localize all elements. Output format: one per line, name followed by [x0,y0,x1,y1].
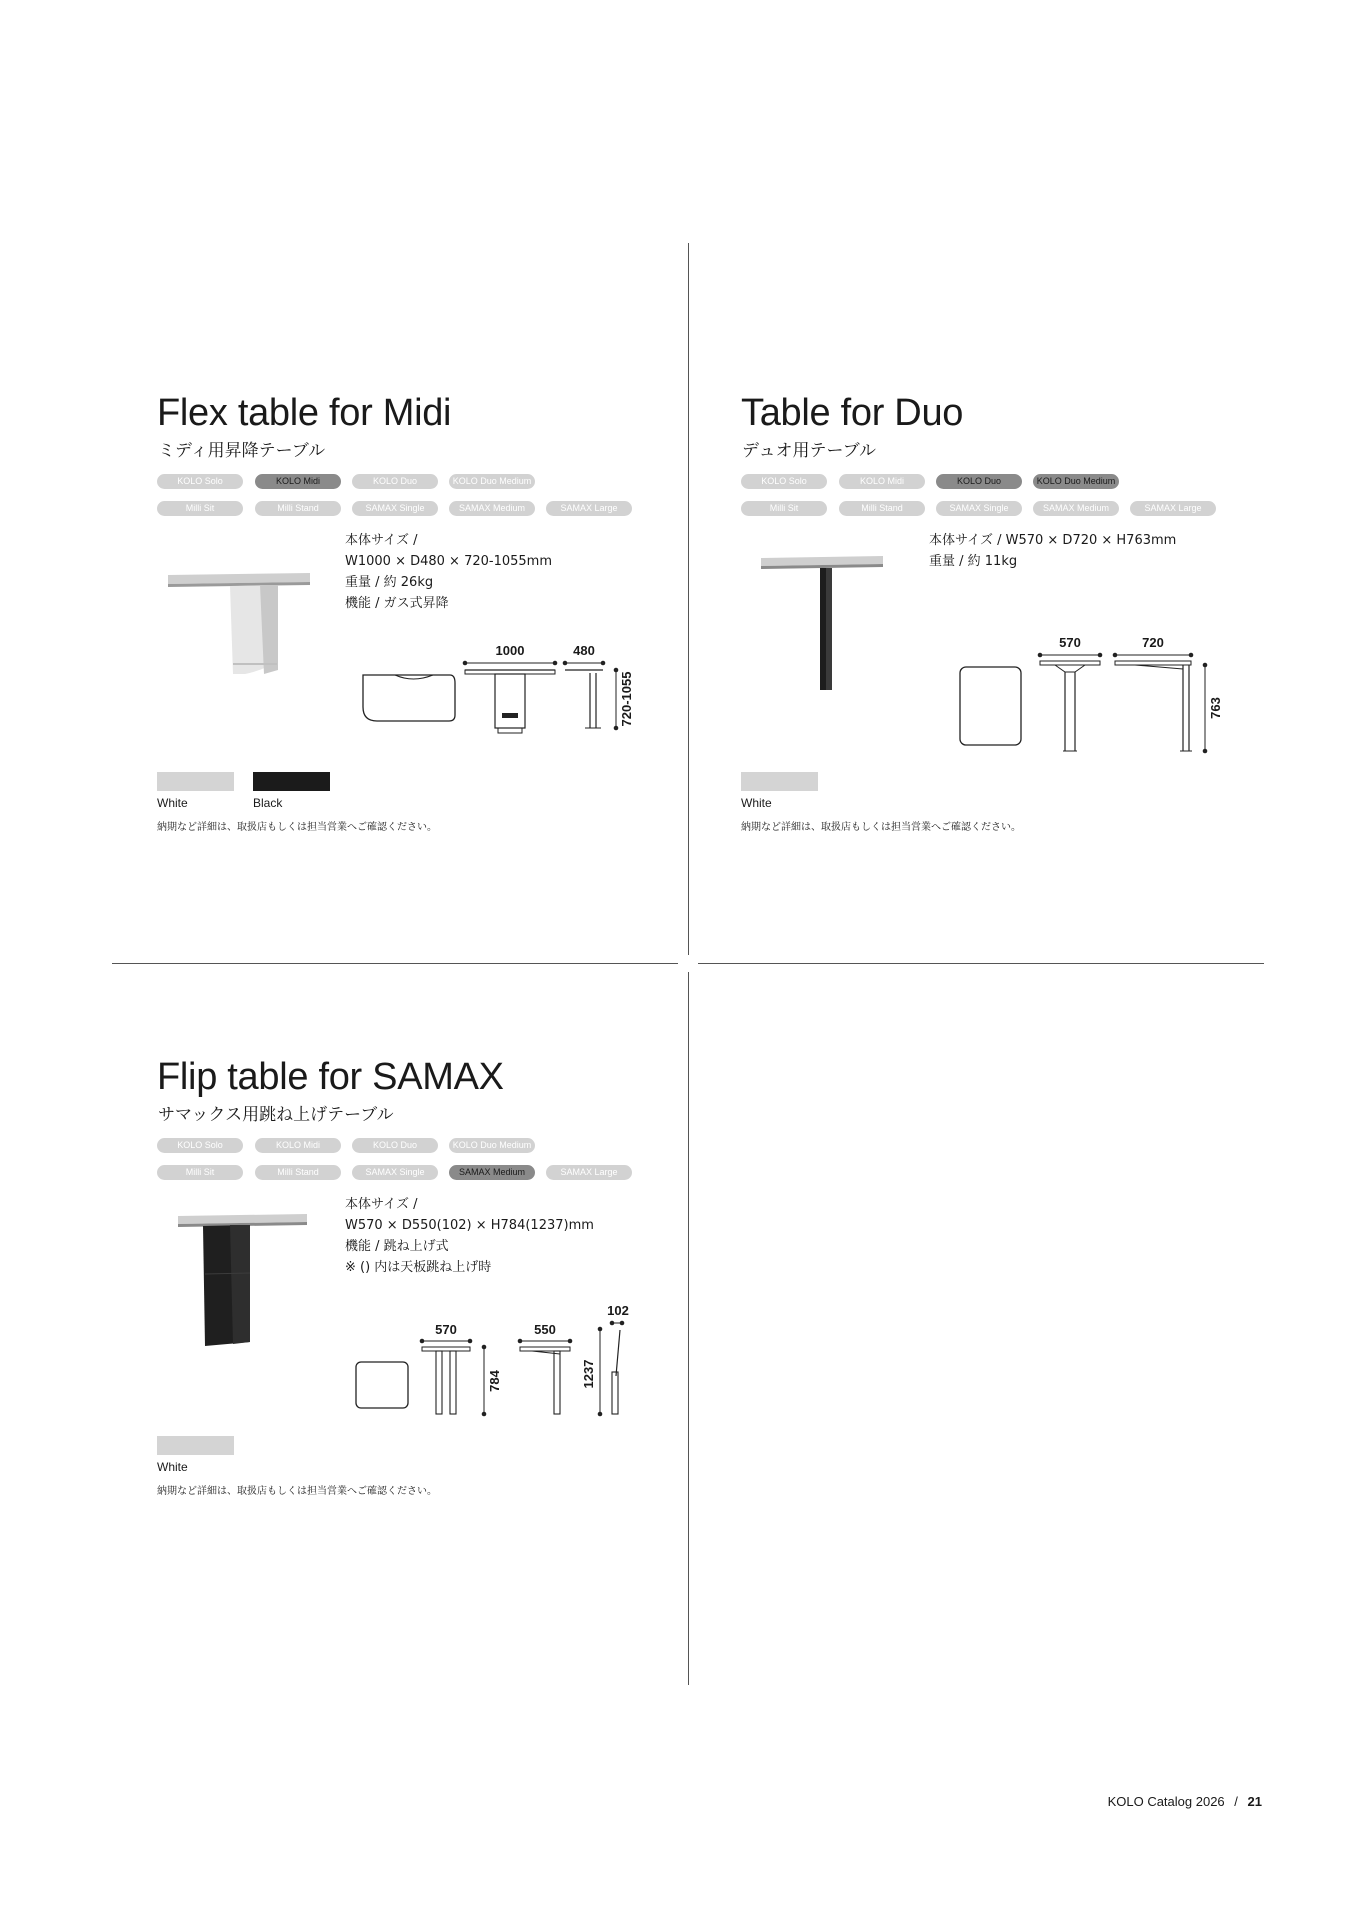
swatch-black [253,772,330,791]
tag-kolo-solo: KOLO Solo [157,474,243,489]
dim-width-label: 1000 [495,643,525,658]
dim-height-label: 784 [487,1370,502,1392]
spec-line: 重量 / 約 26kg [345,575,434,590]
order-note: 納期など詳細は、取扱店もしくは担当営業へご確認ください。 [157,1486,437,1497]
spec-line: 重量 / 約 11kg [929,554,1018,569]
tag-kolo-midi: KOLO Midi [255,1138,341,1153]
tag-samax-single: SAMAX Single [936,501,1022,516]
swatch-label-white: White [157,1460,188,1474]
dimension-drawing [955,635,1240,760]
dim-height-label: 720-1055 [619,671,634,727]
spec-line: 本体サイズ / [345,1197,418,1212]
spec-line: 本体サイズ / [345,533,418,548]
dim-height-flipped-label: 1237 [581,1359,596,1389]
tag-samax-large: SAMAX Large [1130,501,1216,516]
order-note: 納期など詳細は、取扱店もしくは担当営業へご確認ください。 [157,822,437,833]
page-number: 21 [1247,1794,1262,1809]
dim-depth-label: 480 [573,643,595,658]
swatch-label-white: White [157,796,188,810]
dimension-drawing [355,635,655,750]
product-title: Flip table for SAMAX [157,1056,504,1098]
dim-width-label: 570 [435,1322,457,1337]
product-title: Table for Duo [741,392,964,434]
tag-kolo-midi: KOLO Midi [255,474,341,489]
tag-milli-sit: Milli Sit [157,501,243,516]
tag-kolo-midi: KOLO Midi [839,474,925,489]
dim-depth-flipped-label: 102 [607,1303,629,1318]
dim-depth-label: 550 [534,1322,556,1337]
tag-milli-sit: Milli Sit [157,1165,243,1180]
swatch-white [157,1436,234,1455]
swatch-white [157,772,234,791]
right-divider [698,963,1264,964]
order-note: 納期など詳細は、取扱店もしくは担当営業へご確認ください。 [741,822,1021,833]
tag-samax-medium: SAMAX Medium [449,501,535,516]
spec-line: 本体サイズ / W570 × D720 × H763mm [929,533,1177,548]
tag-kolo-duo: KOLO Duo [352,474,438,489]
footer-separator: / [1234,1794,1238,1809]
tag-samax-single: SAMAX Single [352,501,438,516]
spec-line: W570 × D550(102) × H784(1237)mm [345,1218,594,1233]
tag-samax-large: SAMAX Large [546,501,632,516]
swatch-label-black: Black [253,796,283,810]
tag-samax-large: SAMAX Large [546,1165,632,1180]
dim-depth-label: 720 [1142,635,1164,650]
product-subtitle: サマックス用跳ね上げテーブル [158,1105,394,1125]
dim-width-label: 570 [1059,635,1081,650]
page-footer [1108,1794,1262,1809]
tag-milli-sit: Milli Sit [741,501,827,516]
product-subtitle: ミディ用昇降テーブル [158,441,326,461]
product-title: Flex table for Midi [157,392,452,434]
left-divider [112,963,678,964]
tag-samax-single: SAMAX Single [352,1165,438,1180]
product-subtitle: デュオ用テーブル [742,441,876,461]
tag-milli-stand: Milli Stand [839,501,925,516]
spec-line: 機能 / ガス式昇降 [345,596,449,611]
tag-samax-medium: SAMAX Medium [449,1165,535,1180]
spec-line: W1000 × D480 × 720-1055mm [345,554,552,569]
dimension-drawing [350,1290,650,1425]
catalog-name: KOLO Catalog 2026 [1107,1794,1225,1809]
tag-samax-medium: SAMAX Medium [1033,501,1119,516]
tag-kolo-solo: KOLO Solo [741,474,827,489]
center-divider-top [688,243,689,955]
tag-milli-stand: Milli Stand [255,501,341,516]
swatch-white [741,772,818,791]
product-image [175,1210,315,1355]
spec-line: 機能 / 跳ね上げ式 [345,1239,449,1254]
tag-kolo-duo-medium: KOLO Duo Medium [449,474,535,489]
tag-kolo-solo: KOLO Solo [157,1138,243,1153]
tag-kolo-duo-medium: KOLO Duo Medium [1033,474,1119,489]
dim-height-label: 763 [1208,697,1223,719]
swatch-label-white: White [741,796,772,810]
spec-line: ※ () 内は天板跳ね上げ時 [345,1260,492,1275]
tag-kolo-duo: KOLO Duo [352,1138,438,1153]
product-image [758,550,893,700]
center-divider-bottom [688,972,689,1685]
product-image [160,570,320,685]
tag-kolo-duo-medium: KOLO Duo Medium [449,1138,535,1153]
tag-milli-stand: Milli Stand [255,1165,341,1180]
tag-kolo-duo: KOLO Duo [936,474,1022,489]
